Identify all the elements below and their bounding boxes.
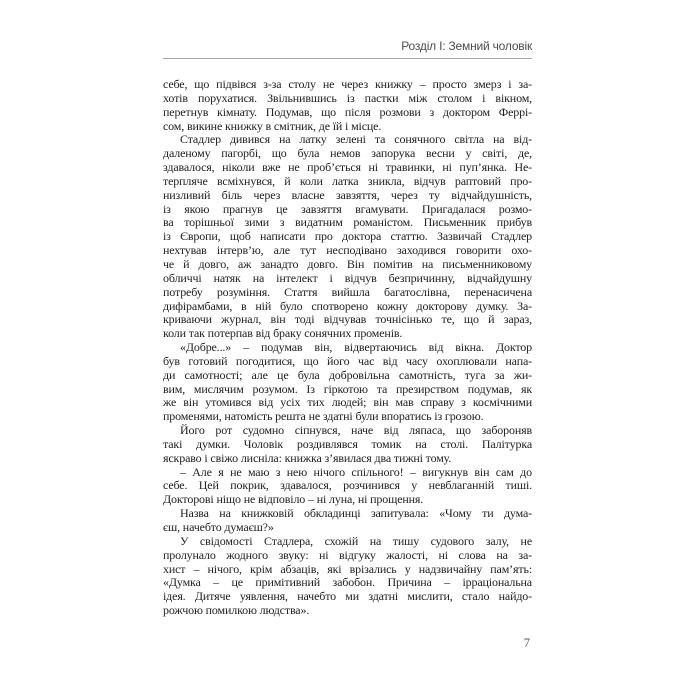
- text-line: «Добре...» – подумав він, відвертаючись від вікна. Доктор: [180, 340, 532, 355]
- text-line: Назва на книжковій обкладинці запитувала: «Чому ти дума-: [180, 506, 532, 521]
- text-line: себе, що підвівся з-за столу не через книжку – просто змерз і за-: [163, 78, 532, 91]
- text-line: коли так потерпав від браку сонячних променів.: [163, 326, 403, 341]
- text-line: Його рот судомно сіпнувся, наче від ляпаса, що забороняв: [180, 423, 532, 438]
- text-line: хист – нічого, крім абзаців, які врізались у надзвичайну пам’ять:: [163, 561, 532, 576]
- page-number: 7: [523, 636, 530, 650]
- text-line: «Думка – це примітивний забобон. Причина – ірраціональна: [163, 575, 532, 590]
- text-line: єш, начебто думаєш?»: [163, 520, 274, 534]
- header-rule: [163, 58, 532, 59]
- text-line: хотів порухатися. Звільнившись із пастки між столом і вікном,: [163, 90, 532, 105]
- text-line: терпляче всміхнувся, й коли латка зникла, відчув раптовий про-: [163, 173, 532, 188]
- body-text: [163, 78, 532, 618]
- text-line: че й довго, аж занадто довго. Він помітив на письменниковому: [163, 256, 532, 271]
- text-line: Стадлер дивився на латку зелені та сонячного світла на від-: [180, 132, 532, 147]
- text-line: здавалося, ніколи вже не проб’ється ні травинки, ні пуп’янка. Не-: [163, 160, 532, 175]
- text-line: же він утомився від усіх тих людей; він мав справу з космічними: [163, 395, 532, 410]
- text-line: потребу розуміння. Стаття вийшла багатослівна, перенасичена: [163, 284, 532, 299]
- text-line: даленому пагорбі, що була немов запорука весни у світі, де,: [163, 146, 532, 161]
- text-line: низливий біль через власне завзяття, через ту відчайдушність,: [163, 187, 532, 202]
- text-line: дифірамбами, в ній було спотворено кожну докторову думку. За-: [163, 298, 532, 313]
- text-line: себе. Цей покрик, здавалося, розчинився у невблаганній тиші.: [163, 478, 532, 493]
- text-line: Докторові ніщо не відповіло – ні луна, ні прощення.: [163, 492, 424, 507]
- text-line: сом, викине книжку в смітник, де їй і місце.: [163, 118, 382, 133]
- running-header: Розділ І: Земний чоловік: [401, 39, 532, 53]
- text-line: – Але я не маю з нею нічого спільного! – вигукнув він сам до: [180, 464, 532, 479]
- text-line: обличчі натяк на інтелект і відчув безпричинну, відчайдушну: [163, 270, 532, 285]
- text-line: ди самотності; але це була добровільна самотність, туга за жи-: [163, 367, 532, 382]
- text-line: нехтував інтерв’ю, але тут несподівано заходився говорити охо-: [163, 243, 532, 258]
- text-line: яскраво і свіжо лисніла: книжка з’явилася два тижні тому.: [163, 450, 452, 465]
- text-line: У свідомості Стадлера, схожій на тишу судового залу, не: [180, 533, 532, 548]
- book-page: [163, 0, 532, 700]
- text-line: такі думки. Чоловік роздивлявся томик на столі. Палітурка: [163, 436, 532, 451]
- text-line: вим, мислячим розумом. Із гіркотою та презирством подумав, як: [163, 381, 532, 396]
- text-line: пролунало жодного звуку: ні відгуку жалості, ні слова на за-: [163, 547, 532, 562]
- text-line: рожчою помилкою людства».: [163, 603, 310, 618]
- text-line: криваючи журнал, він тоді відчував точнісінько те, що й зараз,: [163, 312, 532, 327]
- text-line: перетнув кімнату. Подумав, що після розмови з доктором Феррі-: [163, 104, 532, 119]
- text-line: був готовий погодитися, що його час від часу охоплювали напа-: [163, 353, 532, 368]
- text-line: із Європи, щоб написати про доктора статтю. Зазвичай Стадлер: [163, 229, 532, 244]
- text-line: ідея. Дитяче уявлення, начебто ми здатні мислити, стало найдо-: [163, 589, 532, 604]
- text-line: ва торішньої зими з видатним романістом. Письменник прибув: [163, 215, 532, 230]
- text-line: променями, натомість решта не здатні були впоратись із грозою.: [163, 409, 484, 424]
- text-line: із якою прагнув це завзяття вгамувати. Пригадалася розмо-: [163, 201, 532, 216]
